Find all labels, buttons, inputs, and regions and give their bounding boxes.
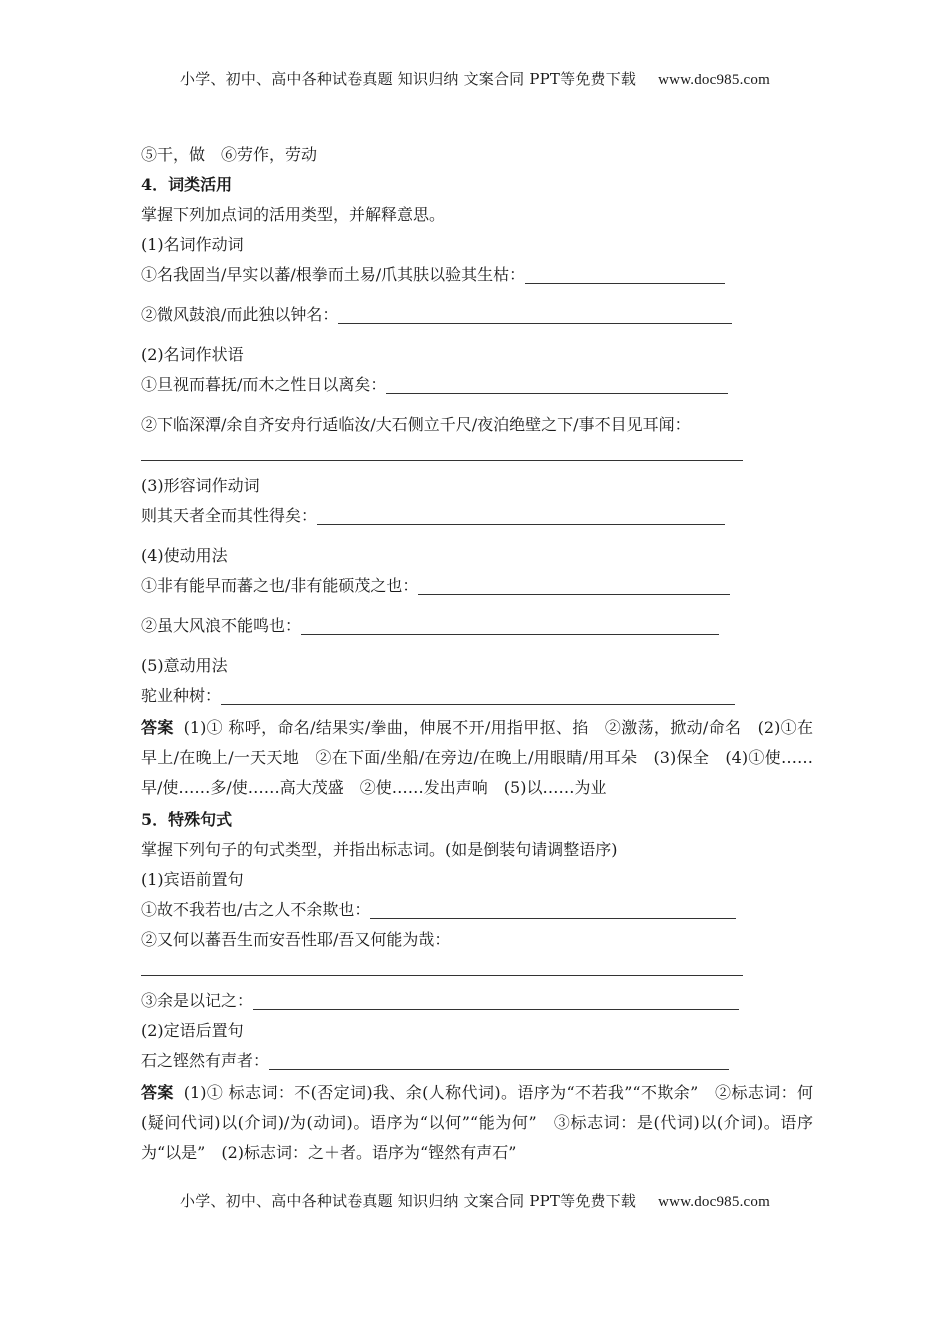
question-text: ②微风鼓浪/而此独以钟名： [141,305,339,324]
sub-5-heading: (5)意动用法 [141,656,228,675]
answer-blank[interactable] [317,506,725,525]
answer-label: 答案 [141,718,174,737]
section-4-title: 4．词类活用 [141,175,233,194]
answer-blank[interactable] [301,616,719,635]
answer-text: (1)① 称呼，命名/结果实/拳曲，伸展不开/用指甲抠、掐 ②激荡，掀动/命名 (2)①在早上/在晚上/一天天地 ②在下面/坐船/在旁边/在晚上/用眼睛/用耳朵 (3)保全 (4)①使……早/使……多/使……高大茂盛 ②使……发出声响 (5)以……为业 [141,718,813,797]
sub-2-heading: (2)名词作状语 [141,345,244,364]
answer-blank[interactable] [253,991,739,1010]
question-row [141,571,813,601]
answer-blank[interactable] [386,375,728,394]
question-text: ②虽大风浪不能鸣也： [141,616,302,635]
footer-url[interactable]: www.doc985.com [658,1194,770,1210]
answer-blank[interactable] [338,305,732,324]
answer-text: (1)① 标志词：不(否定词)我、余(人称代词)。语序为“不若我”“不欺余” ②标志词：何(疑问代词)以(介词)/为(动词)。语序为“以何”“能为何” ③标志词：是(代词)以(介词)。语序为“以是” (2)标志词：之＋者。语序为“铿然有声石” [141,1083,813,1162]
answer-blank-full[interactable] [141,440,743,461]
question-text: ②又何以蕃吾生而安吾性耶/吾又何能为哉： [141,930,451,949]
header-text: 小学、初中、高中各种试卷真题 知识归纳 文案合同 PPT等免费下载 [180,70,637,88]
page-footer [0,1190,950,1211]
header-url[interactable]: www.doc985.com [658,72,770,88]
question-text: ①故不我若也/古之人不余欺也： [141,900,371,919]
question-row [141,681,813,711]
section-5-title: 5．特殊句式 [141,810,233,829]
answer-blank[interactable] [370,900,736,919]
question-text: ①旦视而暮抚/而木之性日以离矣： [141,375,387,394]
question-row [141,1046,813,1076]
question-text: 则其天者全而其性得矣： [141,506,318,525]
question-text: 石之铿然有声者： [141,1051,270,1070]
answer-line-cont: ⑤干，做 ⑥劳作，劳动 [141,145,318,164]
answer-label: 答案 [141,1083,174,1102]
question-row [141,895,813,925]
question-row [141,260,813,290]
section-4-intro: 掌握下列加点词的活用类型，并解释意思。 [141,205,446,224]
question-text: 驼业种树： [141,686,222,705]
question-text: ①名我固当/早实以蕃/根拳而土易/爪其肤以验其生枯： [141,265,526,284]
answer-blank[interactable] [269,1051,729,1070]
question-text: ①非有能早而蕃之也/非有能硕茂之也： [141,576,419,595]
section-5-intro: 掌握下列句子的句式类型，并指出标志词。(如是倒装句请调整语序) [141,840,618,859]
question-text: ②下临深潭/余自齐安舟行适临汝/大石侧立千尺/夜泊绝壁之下/事不目见耳闻： [141,415,691,434]
question-row [141,370,813,400]
answer-block-1 [141,713,813,803]
sub-2-heading: (2)定语后置句 [141,1021,244,1040]
page-header [0,68,950,89]
question-row [141,300,813,330]
question-text: ③余是以记之： [141,991,254,1010]
sub-1-heading: (1)宾语前置句 [141,870,244,889]
sub-4-heading: (4)使动用法 [141,546,228,565]
answer-blank[interactable] [418,576,730,595]
question-row [141,611,813,641]
answer-blank[interactable] [525,265,725,284]
footer-text: 小学、初中、高中各种试卷真题 知识归纳 文案合同 PPT等免费下载 [180,1192,637,1210]
document-body [141,140,813,1170]
question-row [141,501,813,531]
answer-blank[interactable] [221,686,735,705]
sub-3-heading: (3)形容词作动词 [141,476,260,495]
answer-block-2 [141,1078,813,1168]
sub-1-heading: (1)名词作动词 [141,235,244,254]
question-row [141,986,813,1016]
answer-blank-full[interactable] [141,955,743,976]
